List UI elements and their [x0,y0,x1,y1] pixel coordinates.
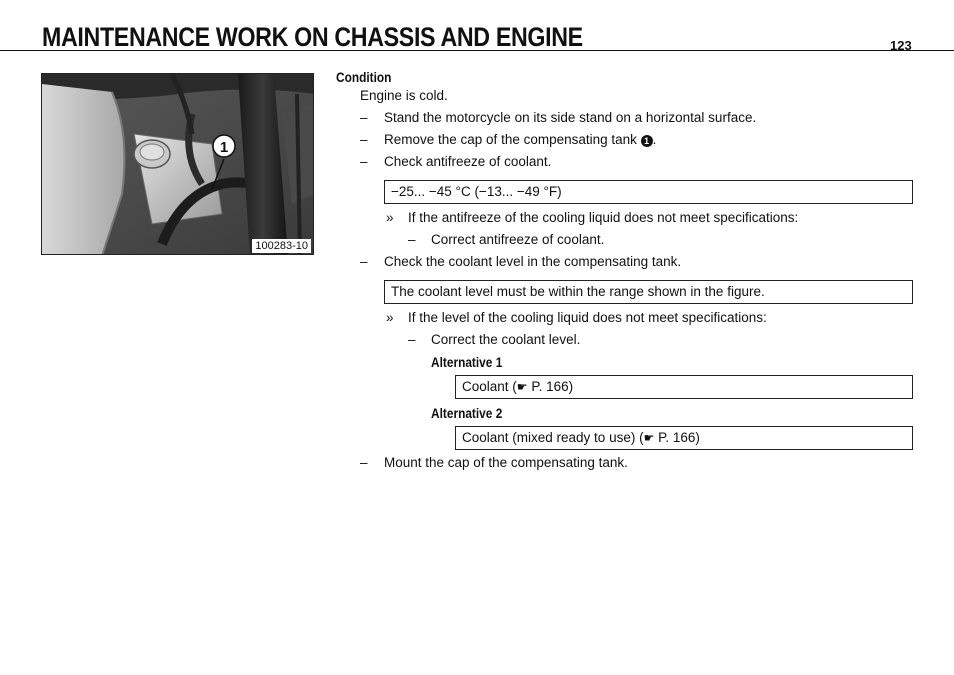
alternative-2-reference[interactable]: P. 166) [658,430,700,445]
condition-antifreeze: If the antifreeze of the cooling liquid does not meet specifications: [408,210,799,225]
bullet-dash: – [360,455,368,470]
photo-callout-number: 1 [219,139,229,156]
spec-level-box: The coolant level must be within the range shown in the figure. [384,280,913,304]
step-remove-cap-suffix: . [652,132,657,147]
bullet-dash: – [360,254,368,269]
alternative-2-heading: Alternative 2 [431,406,503,421]
alternative-2-text: Coolant (mixed ready to use) ( [462,430,644,445]
title-rule [0,50,954,51]
step-remove-cap [384,132,656,148]
step-mount-cap: Mount the cap of the compensating tank. [384,455,628,470]
step-check-antifreeze: Check antifreeze of coolant. [384,154,552,169]
condition-heading: Condition [336,70,392,85]
page-title: MAINTENANCE WORK ON CHASSIS AND ENGINE [42,22,583,52]
condition-chevron: » [386,310,394,325]
alternative-1-box [455,375,913,399]
condition-level: If the level of the cooling liquid does not meet specifications: [408,310,767,325]
page-number: 123 [890,38,912,53]
photo-illustration [42,74,314,255]
alternative-1-heading: Alternative 1 [431,355,503,370]
alternative-1-text: Coolant ( [462,379,517,394]
alternative-1-reference[interactable]: P. 166) [531,379,574,394]
step-check-level: Check the coolant level in the compensating tank. [384,254,682,269]
step-stand-motorcycle: Stand the motorcycle on its side stand on a horizontal surface. [384,110,757,125]
page-reference-icon: ☛ [516,380,528,394]
step-remove-cap-text: Remove the cap of the compensating tank [384,132,637,147]
bullet-dash: – [408,232,416,247]
figure-id: 100283-10 [252,239,311,253]
alternative-2-box [455,426,913,450]
bullet-dash: – [408,332,416,347]
condition-text: Engine is cold. [360,88,448,103]
bullet-dash: – [360,132,368,147]
page-reference-icon: ☛ [643,431,655,445]
bullet-dash: – [360,154,368,169]
action-correct-antifreeze: Correct antifreeze of coolant. [431,232,605,247]
callout-marker: 1 [641,135,653,147]
action-correct-level: Correct the coolant level. [431,332,581,347]
condition-chevron: » [386,210,394,225]
bullet-dash: – [360,110,368,125]
spec-antifreeze-box: −25... −45 °C (−13... −49 °F) [384,180,913,204]
coolant-tank-photo [41,73,314,255]
